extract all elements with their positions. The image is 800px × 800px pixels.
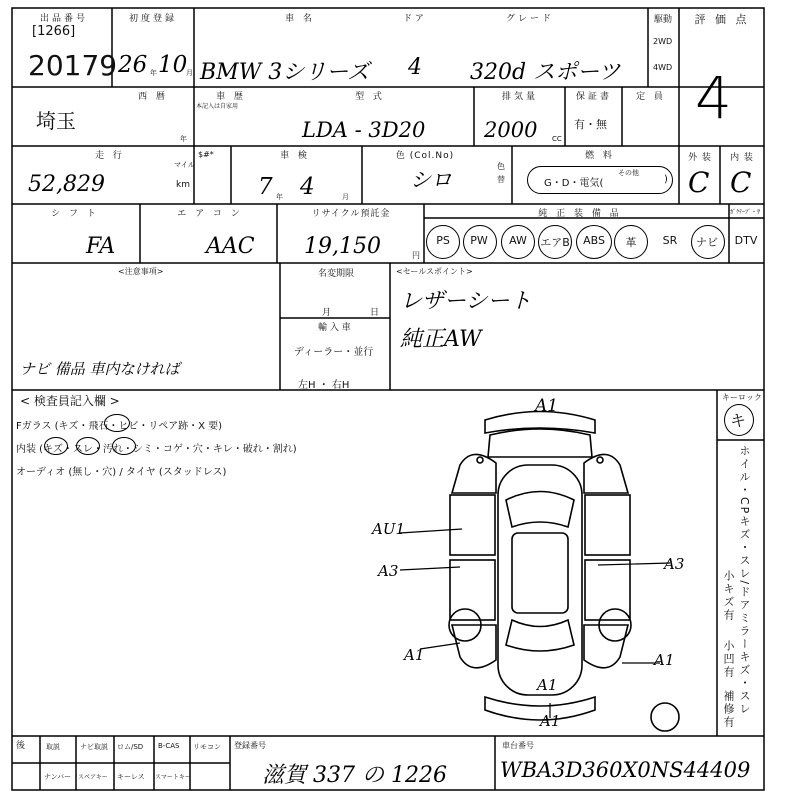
import-label: 輸 入 車 [318, 323, 351, 333]
cc-unit: CC [552, 135, 562, 143]
shift-label: シ フ ト [51, 209, 99, 219]
inspection-month: 4 [300, 174, 315, 200]
option-pw: PW [470, 234, 488, 247]
footer-back-label: 後 [16, 741, 26, 751]
chassis-note: 本記入は自家用 [196, 103, 239, 110]
lot-no: 20179 [28, 49, 118, 82]
option-dtv: DTV [734, 234, 758, 247]
first-reg-year-unit: 年 [150, 69, 157, 77]
warranty-options: 有・無 [574, 118, 607, 131]
month-label: 月 [322, 308, 332, 318]
drive-label: 駆動 [654, 15, 673, 25]
fuel-circle [527, 166, 673, 194]
model-label: 型 式 [355, 92, 385, 102]
footer-navi-manual: ナビ取説 [80, 743, 108, 751]
circle-scuff [76, 437, 100, 455]
option-ps: PS [436, 234, 450, 247]
first-reg-year: 26 [118, 52, 148, 78]
mileage: 52,829 [28, 172, 105, 197]
doors: 4 [408, 55, 422, 80]
recycle-unit: 円 [412, 251, 420, 260]
footer-keyless: キーレス [117, 773, 145, 781]
mile-label: マイル [174, 161, 195, 169]
fuel-label: 燃 料 [585, 151, 615, 161]
genuine-label: 純 正 装 備 品 [538, 209, 622, 219]
fuel-close: ) [664, 174, 668, 185]
drive-2wd: 2WD [653, 37, 673, 46]
inspection-year: 7 [258, 174, 273, 200]
score: 4 [695, 64, 732, 132]
option-leather: 革 [625, 236, 637, 249]
color-change-label: 色替 [497, 162, 505, 184]
lot-code: [1266] [32, 24, 76, 39]
key-lock-label: キーロック [722, 393, 762, 402]
plate: 滋賀 337 の 1226 [262, 763, 447, 788]
footer-remote: リモコン [193, 743, 221, 751]
aircon: AAC [206, 234, 255, 259]
chassis-label: 車 歴 [216, 92, 246, 102]
day-label: 日 [370, 308, 380, 318]
mileage-label: 走 行 [95, 151, 125, 161]
recycle-label: リサイクル預託金 [311, 209, 391, 219]
footer-number: ナンバー [44, 773, 72, 781]
inspection-title: < 検査員記入欄 > [20, 394, 120, 408]
option-aw: AW [509, 234, 527, 247]
first-reg-month-unit: 月 [186, 69, 193, 77]
sales-point-label: <セールスポイント> [396, 267, 473, 276]
footer-manual: 取説 [46, 743, 60, 751]
car-diagram [360, 405, 690, 735]
mark-left-au: AU1 [372, 520, 406, 538]
mark-left-a1: A1 [404, 646, 425, 664]
exterior-label: 外 装 [688, 153, 712, 163]
mark-bottom-a1: A1 [540, 712, 561, 730]
inspection-month-unit: 月 [342, 193, 349, 201]
displacement-label: 排気量 [501, 92, 538, 102]
aircon-label: エ ア コ ン [177, 209, 243, 219]
door-label: ドア [403, 14, 427, 24]
footer-rom-sd: ロム/SD [117, 743, 144, 751]
color-label: 色 (Col.No) [395, 151, 455, 161]
vin-label: 車台番号 [502, 741, 534, 750]
sales-point-1: レザーシート [400, 289, 532, 314]
small-scratch-text: 小キズ有 [722, 570, 735, 622]
circle-dirt [112, 437, 136, 455]
circle-navi [691, 225, 725, 259]
option-abs: ABS [583, 234, 605, 247]
car-name: BMW 3シリーズ [200, 60, 370, 85]
option-airbag: エアB [540, 236, 570, 249]
plate-label: 登録番号 [234, 741, 266, 750]
mark-right-a3: A3 [664, 555, 685, 573]
circle-abs [576, 225, 612, 259]
mark-rear-a1: A1 [537, 676, 558, 694]
sales-point-2: 純正AW [400, 327, 482, 352]
dealer-option: ディーラー・並行 [294, 347, 374, 358]
prefecture: 埼玉 [36, 109, 76, 133]
km-label: km [176, 180, 190, 190]
circle-chip [104, 414, 130, 432]
mark-right-a1: A1 [654, 651, 675, 669]
capacity-label: 定 員 [636, 92, 666, 102]
inspection-year-unit: 年 [276, 193, 283, 201]
car-name-label: 車 名 [285, 14, 315, 24]
exterior-grade: C [688, 166, 710, 199]
footer-smart-key: スマートキー [155, 774, 191, 781]
grade: 320d スポーツ [470, 60, 621, 85]
fuel-options: G・D・電気( [544, 178, 604, 189]
repair-text: 補修有 [722, 690, 735, 729]
circle-aw [501, 225, 535, 259]
interior-label: 内 装 [730, 153, 754, 163]
first-reg-month: 10 [158, 52, 188, 78]
circle-ps [426, 225, 460, 259]
caution-text: ナビ 備品 車内なければ [20, 360, 180, 378]
vin: WBA3D360X0NS44409 [500, 758, 751, 782]
year-suffix: 年 [180, 135, 187, 143]
title-deadline-label: 名変期限 [318, 269, 355, 279]
circle-pw [463, 225, 497, 259]
key-mark: キ [730, 411, 747, 430]
caution-label: <注意事項> [118, 267, 164, 276]
score-label: 評 価 点 [694, 13, 750, 26]
option-sunroof: SR [662, 234, 678, 247]
footer-bcas: B-CAS [158, 742, 180, 750]
interior-grade: C [730, 166, 752, 199]
fuel-other: その他 [618, 169, 639, 177]
west-calendar-label: 西 暦 [138, 92, 168, 102]
color: シロ [410, 168, 452, 192]
mark-top: A1 [535, 396, 559, 416]
inspection-line-interior: 内装 (キズ・スレ・汚れ・シミ・コゲ・穴・キレ・破れ・割れ) [16, 444, 297, 455]
circle-airbag [538, 225, 572, 259]
recycle-amount: 19,150 [304, 234, 381, 259]
grade-label: グレード [505, 14, 554, 24]
inspection-label: 車 検 [280, 151, 310, 161]
displacement: 2000 [484, 118, 538, 142]
warranty-label: 保証書 [575, 92, 612, 102]
drive-4wd: 4WD [653, 63, 673, 72]
first-reg-label: 初度登録 [128, 14, 177, 24]
guarantee-label: ｶﾞｸﾃｰﾌﾞ・ｻ [730, 209, 761, 216]
shift: FA [86, 234, 116, 259]
circle-leather [614, 225, 648, 259]
inspection-line-glass: Fガラス (キズ・飛石・ヒビ・リペア跡・X 要) [16, 421, 223, 432]
handle-option: 左H ・ 右H [298, 380, 350, 391]
inspection-line-audio: オーディオ (無し・穴) / タイヤ (スタッドレス) [16, 467, 227, 478]
small-dent-text: 小凹有 [722, 640, 735, 679]
lot-no-label: 出品番号 [39, 14, 88, 24]
model: LDA - 3D20 [302, 118, 426, 142]
option-navi: ナビ [696, 236, 718, 249]
footer-spare-key: スペアキー [78, 774, 108, 781]
mark-left-a3: A3 [378, 562, 399, 580]
wheel-text: ホイル・CPキズ・スレ/ドアミラーキズ・スレ [738, 445, 751, 717]
circle-scratch [44, 437, 68, 455]
meter-label: $#* [198, 150, 214, 159]
